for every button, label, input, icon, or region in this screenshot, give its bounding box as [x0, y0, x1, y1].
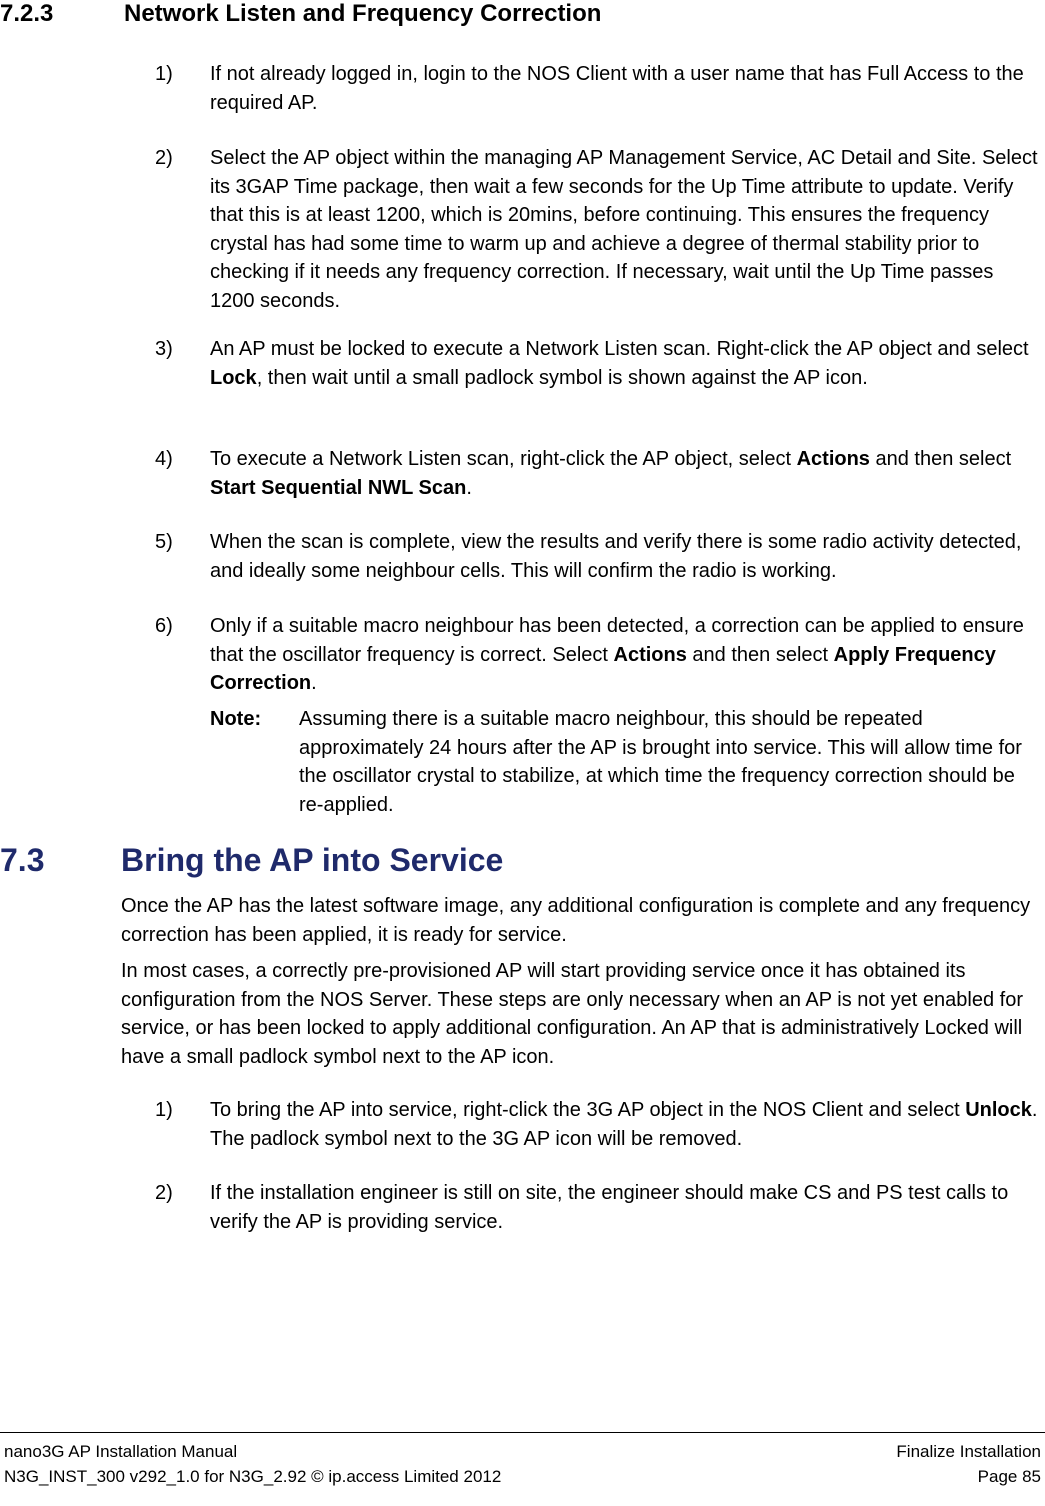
ui-command-lock: Lock — [210, 366, 257, 389]
section-number: 7.2.3 — [0, 0, 54, 27]
section-title: Network Listen and Frequency Correction — [124, 0, 602, 27]
step-number: 4) — [155, 448, 173, 470]
step-number: 6) — [155, 615, 173, 637]
footer-document-id: N3G_INST_300 v292_1.0 for N3G_2.92 © ip.access Limited 2012 — [4, 1467, 502, 1486]
ui-command-actions: Actions — [613, 643, 687, 666]
step-text — [210, 60, 1040, 117]
paragraph: Once the AP has the latest software image, any additional configuration is complete and any frequency correction has been applied, it is ready for service. — [121, 895, 1031, 946]
footer-manual-title: nano3G AP Installation Manual — [4, 1442, 238, 1461]
section-heading-7-2-3 — [0, 0, 601, 28]
note-text: Assuming there is a suitable macro neighbour, this should be repeated approximately 24 hours after the AP is brought into service. This will allow time for the oscillator crystal to stabilize, at which time the frequency correction should be re-applied. — [299, 708, 1022, 816]
ui-command-actions: Actions — [796, 448, 870, 470]
footer-divider — [0, 1432, 1045, 1433]
step-text-run: When the scan is complete, view the results and verify there is some radio activity detected, and ideally some neighbour cells. This will confirm the radio is working. — [210, 531, 1022, 582]
step-text — [210, 445, 1040, 502]
step-text-run: If not already logged in, login to the NOS Client with a user name that has Full Access to the required AP. — [210, 63, 1024, 114]
footer-chapter-title: Finalize Installation — [896, 1442, 1041, 1461]
section-title: Bring the AP into Service — [121, 842, 504, 878]
step-number: 2) — [155, 1182, 173, 1204]
note-label: Note: — [210, 708, 262, 730]
step-text — [210, 335, 1040, 392]
step-text-run: Select the AP object within the managing AP Management Service, AC Detail and Site. Select its 3GAP Time package, then wait a few seconds for the Up Time attribute to update. Verify that this is at least 1200, which is 20mins, before continuing. This ensures the frequency crystal has had some time to warm up and achieve a degree of thermal stability prior to checking if it needs any frequency correction. If necessary, wait until the Up Time passes 1200 seconds. — [210, 147, 1038, 312]
step-text-run: and then select — [869, 448, 1012, 470]
step-text — [210, 1096, 1040, 1153]
paragraph: In most cases, a correctly pre-provisioned AP will start providing service once it has obtained its configuration from the NOS Server. These steps are only necessary when an AP is not yet enabled for service, or has been locked to apply additional configuration. An AP that is administratively Locked will have a small padlock symbol next to the AP icon. — [121, 960, 1023, 1068]
step-text-run: . The padlock symbol next to the 3G AP icon will be removed. — [210, 1099, 1038, 1150]
step-text — [210, 1179, 1040, 1236]
step-text-run: . — [466, 476, 472, 499]
step-text-run: To bring the AP into service, right-click the 3G AP object in the NOS Client and select — [210, 1099, 966, 1121]
step-text-run: Only if a suitable macro neighbour has been detected, a correction can be applied to ensure that the oscillator frequency is correct. Select — [210, 615, 1024, 666]
step-number: 1) — [155, 63, 173, 85]
step-text-run: and then select — [686, 643, 834, 666]
step-number: 5) — [155, 531, 173, 553]
ui-command-start-nwl-scan: Start Sequential NWL Scan — [210, 476, 467, 499]
section-number: 7.3 — [0, 842, 45, 878]
ui-command-apply-frequency-correction: Apply Frequency Correction — [210, 643, 996, 694]
step-text-run: , then wait until a small padlock symbol is shown against the AP icon. — [256, 366, 868, 389]
step-text-run: If the installation engineer is still on site, the engineer should make CS and PS test calls to verify the AP is providing service. — [210, 1182, 1009, 1233]
step-text — [210, 612, 1040, 698]
footer-page-number: Page 85 — [977, 1467, 1041, 1486]
step-text — [210, 144, 1040, 315]
step-text — [210, 528, 1040, 585]
step-text-run: An AP must be locked to execute a Network Listen scan. Right-click the AP object and select — [210, 338, 1029, 360]
ui-command-unlock: Unlock — [965, 1099, 1032, 1121]
step-number: 2) — [155, 147, 173, 169]
step-text-run: To execute a Network Listen scan, right-click the AP object, select — [210, 448, 797, 470]
step-number: 1) — [155, 1099, 173, 1121]
step-text-run: . — [311, 672, 317, 694]
step-number: 3) — [155, 338, 173, 360]
section-heading-7-3 — [0, 840, 503, 880]
